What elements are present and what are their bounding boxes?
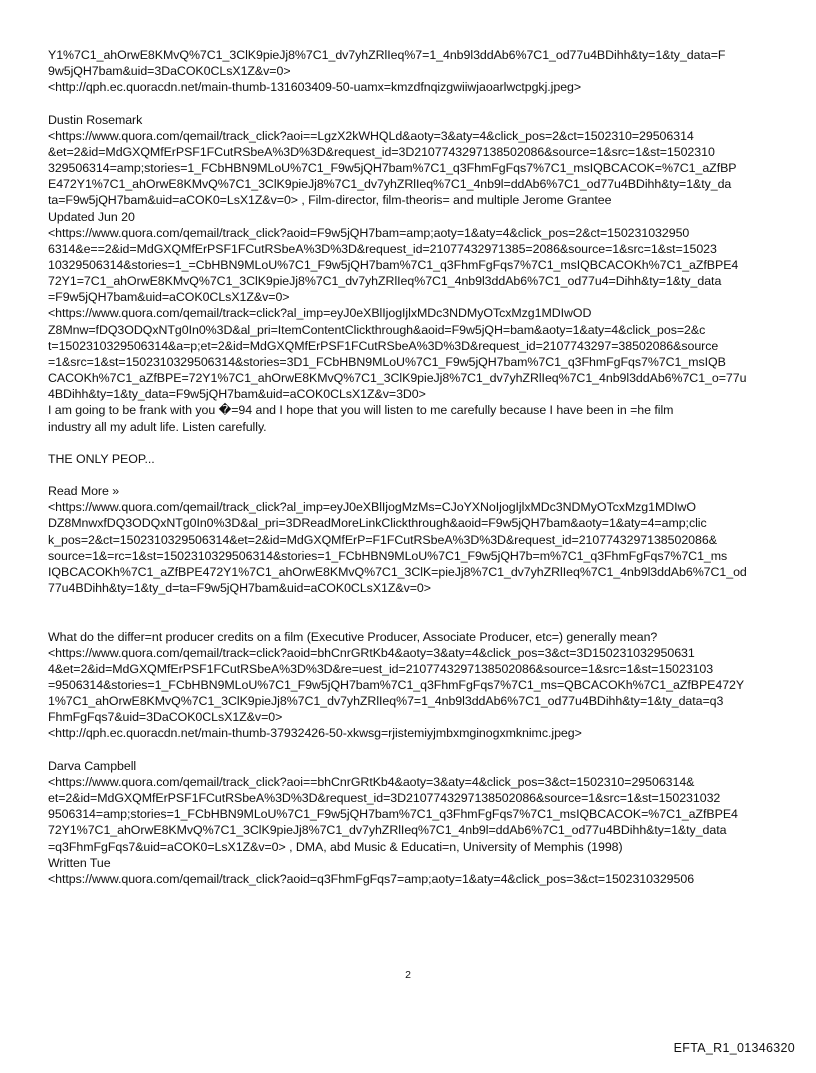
text-line: =9506314&stories=1_FCbHBN9MLoU%7C1_F9w5jQH7bam%7C1_q3FhmFgFqs7%7C1_ms=QBCACOKh%7C1_aZfBPE472Y bbox=[48, 678, 745, 693]
url-line: <https://www.quora.com/qemail/track_click?aoi==LgzX2kWHQLd&aoty=3&aty=4&click_pos=2&ct=1502310=29506314 bbox=[48, 128, 694, 143]
blank-line bbox=[48, 742, 778, 758]
text-line: k_pos=2&ct=1502310329506314&et=2&id=MdGXQMfErP=F1FCutRSbeA%3D%3D&request_id=2107743297138502086& bbox=[48, 532, 717, 547]
text-line: 4BDihh&ty=1&ty_data=F9w5jQH7bam&uid=aCOK0CLsX1Z&v=3D0> bbox=[48, 387, 426, 402]
text-line: 10329506314&stories=1_=CbHBN9MLoU%7C1_F9w5jQH7bam%7C1_q3FhmFgFqs7%7C1_msIQBCACOKh%7C1_aZfBPE4 bbox=[48, 258, 739, 273]
text-line: IQBCACOKh%7C1_aZfBPE472Y1%7C1_ahOrwE8KMvQ%7C1_3ClK=pieJj8%7C1_dv7yhZRlIeq%7C1_4nb9l3ddAb6%7C1_od bbox=[48, 564, 747, 579]
text-line: 4&et=2&id=MdGXQMfErPSF1FCutRSbeA%3D%3D&re=uest_id=2107743297138502086&source=1&src=1&st=15023103 bbox=[48, 661, 714, 676]
text-line: E472Y1%7C1_ahOrwE8KMvQ%7C1_3ClK9pieJj8%7C1_dv7yhZRlIeq%7C1_4nb9l=ddAb6%7C1_od77u4BDihh&ty=1&ty_da bbox=[48, 177, 732, 192]
text-line: 329506314=amp;stories=1_FCbHBN9MLoU%7C1_F9w5jQH7bam%7C1_q3FhmFgFqs7%7C1_msIQBCACOK=%7C1_aZfBP bbox=[48, 161, 737, 176]
text-line: 1%7C1_ahOrwE8KMvQ%7C1_3ClK9pieJj8%7C1_dv7yhZRlIeq%7=1_4nb9l3ddAb6%7C1_od77u4BDihh&ty=1&ty_data=q3 bbox=[48, 694, 724, 709]
text-line: Updated Jun 20 bbox=[48, 209, 135, 224]
blank-line bbox=[48, 467, 778, 483]
text-line: Darva Campbell bbox=[48, 758, 137, 773]
text-line: 9506314=amp;stories=1_FCbHBN9MLoU%7C1_F9w5jQH7bam%7C1_q3FhmFgFqs7%7C1_msIQBCACOK=%7C1_aZfBPE4 bbox=[48, 807, 738, 822]
blank-line bbox=[48, 435, 778, 451]
text-line: ta=F9w5jQH7bam&uid=aCOK0=LsX1Z&v=0> , Film-director, film-theoris= and multiple Jerome Grantee bbox=[48, 193, 612, 208]
text-line: et=2&id=MdGXQMfErPSF1FCutRSbeA%3D%3D&request_id=3D2107743297138502086&source=1&src=1&st=150231032 bbox=[48, 791, 721, 806]
blank-line bbox=[48, 596, 778, 612]
url-line: <http://qph.ec.quoracdn.net/main-thumb-37932426-50-xkwsg=rjistemiyjmbxmginogxmknimc.jpeg> bbox=[48, 726, 582, 741]
text-line: =F9w5jQH7bam&uid=aCOK0CLsX1Z&v=0> bbox=[48, 290, 290, 305]
text-line: &et=2&id=MdGXQMfErPSF1FCutRSbeA%3D%3D&request_id=3D2107743297138502086&source=1&src=1&st=1502310 bbox=[48, 144, 715, 159]
text-line: Z8Mnw=fDQ3ODQxNTg0In0%3D&al_pri=ItemContentClickthrough&aoid=F9w5jQH=bam&aoty=1&aty=4&click_pos=2&c bbox=[48, 322, 706, 337]
text-line: Y1%7C1_ahOrwE8KMvQ%7C1_3ClK9pieJj8%7C1_dv7yhZRlIeq%7=1_4nb9l3ddAb6%7C1_od77u4BDihh&ty=1&ty_data=F bbox=[48, 48, 726, 62]
text-line: 72Y1=7C1_ahOrwE8KMvQ%7C1_3ClK9pieJj8%7C1_dv7yhZRlIeq%7C1_4nb9l3ddAb6%7C1_od77u4=Dihh&ty=1&ty_data bbox=[48, 274, 722, 289]
text-line: Read More » bbox=[48, 484, 120, 499]
url-line: <https://www.quora.com/qemail/track=click?al_imp=eyJ0eXBlIjogIjlxMDc3NDMyOTcxMzg1MDIwOD bbox=[48, 306, 592, 321]
text-line: 77u4BDihh&ty=1&ty_d=ta=F9w5jQH7bam&uid=aCOK0CLsX1Z&v=0> bbox=[48, 581, 431, 596]
text-line: I am going to be frank with you �=94 and I hope that you will listen to me carefully because I have been in =he film bbox=[48, 403, 674, 418]
text-line: CACOKh%7C1_aZfBPE=72Y1%7C1_ahOrwE8KMvQ%7C1_3ClK9pieJj8%7C1_dv7yhZRlIeq%7C1_4nb9l3ddAb6%7C1_o=77u bbox=[48, 371, 747, 386]
text-line: =1&src=1&st=1502310329506314&stories=3D1_FCbHBN9MLoU%7C1_F9w5jQH7bam%7C1_q3FhmFgFqs7%7C1_msIQB bbox=[48, 354, 726, 369]
text-line: THE ONLY PEOP... bbox=[48, 451, 155, 466]
text-line: 6314&e==2&id=MdGXQMfErPSF1FCutRSbeA%3D%3D&request_id=21077432971385=2086&source=1&src=1&st=15023 bbox=[48, 241, 717, 256]
text-line: source=1&=rc=1&st=1502310329506314&stories=1_FCbHBN9MLoU%7C1_F9w5jQH7b=m%7C1_q3FhmFgFqs7%7C1_ms bbox=[48, 548, 728, 563]
url-line: <https://www.quora.com/qemail/track_click?aoid=F9w5jQH7bam=amp;aoty=1&aty=4&click_pos=2&ct=150231032950 bbox=[48, 225, 690, 240]
url-line: <https://www.quora.com/qemail/track_click?al_imp=eyJ0eXBlIjogMzMs=CJoYXNoIjogIjlxMDc3NDMyOTcxMzg1MDIwO bbox=[48, 500, 697, 515]
text-line: Dustin Rosemark bbox=[48, 112, 143, 127]
text-line: Written Tue bbox=[48, 855, 111, 870]
text-line: FhmFgFqs7&uid=3DaCOK0CLsX1Z&v=0> bbox=[48, 710, 283, 725]
text-line: What do the differ=nt producer credits on a film (Executive Producer, Associate Producer, etc=) generally mean? bbox=[48, 629, 658, 644]
text-line: industry all my adult life. Listen carefully. bbox=[48, 419, 267, 434]
page-number: 2 bbox=[405, 969, 411, 981]
blank-line bbox=[48, 612, 778, 628]
text-line: 72Y1%7C1_ahOrwE8KMvQ%7C1_3ClK9pieJj8%7C1_dv7yhZRlIeq%7C1_4nb9l=ddAb6%7C1_od77u4BDihh&ty=1&ty_data bbox=[48, 823, 727, 838]
blank-line bbox=[48, 95, 778, 111]
text-line: 9w5jQH7bam&uid=3DaCOK0CLsX1Z&v=0> bbox=[48, 64, 291, 79]
text-line: =q3FhmFgFqs7&uid=aCOK0=LsX1Z&v=0> , DMA, abd Music & Educati=n, University of Memphis (1998) bbox=[48, 839, 623, 854]
url-line: <http://qph.ec.quoracdn.net/main-thumb-131603409-50-uamx=kmzdfnqizgwiiwjaoarlwctpgkj.jpeg> bbox=[48, 80, 582, 95]
url-line: <https://www.quora.com/qemail/track=click?aoid=bhCnrGRtKb4&aoty=3&aty=4&click_pos=3&ct=3D150231032950631 bbox=[48, 645, 695, 660]
text-line: t=1502310329506314&a=p;et=2&id=MdGXQMfErPSF1FCutRSbeA%3D%3D&request_id=2107743297=38502086&source bbox=[48, 338, 719, 353]
text-line: DZ8MnwxfDQ3ODQxNTg0In0%3D&al_pri=3DReadMoreLinkClickthrough&aoid=F9w5jQH7bam&aoty=1&aty=4=amp;clic bbox=[48, 516, 707, 531]
url-line: <https://www.quora.com/qemail/track_click?aoi==bhCnrGRtKb4&aoty=3&aty=4&click_pos=3&ct=1502310=29506314& bbox=[48, 774, 695, 789]
document-id-footer: EFTA_R1_01346320 bbox=[673, 1041, 795, 1055]
url-line: <https://www.quora.com/qemail/track_click?aoid=q3FhmFgFqs7=amp;aoty=1&aty=4&click_pos=3&ct=1502310329506 bbox=[48, 871, 695, 886]
document-body bbox=[48, 47, 778, 887]
